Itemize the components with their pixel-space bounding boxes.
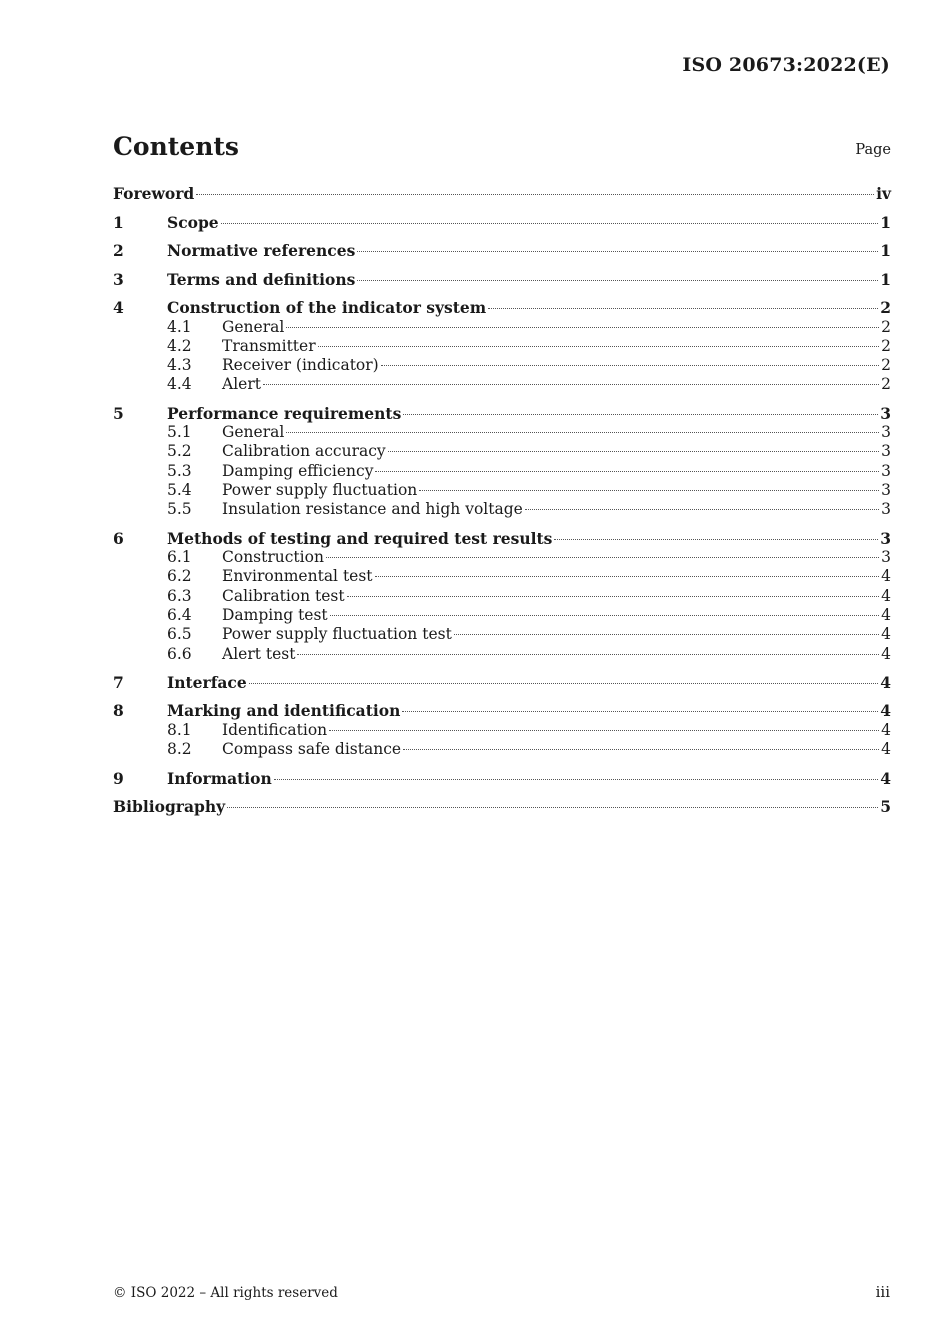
toc-entry-page: 3 bbox=[881, 423, 891, 442]
toc-entry-title: General bbox=[222, 317, 285, 336]
toc-entry-page: 4 bbox=[881, 567, 891, 586]
toc-entry-page: 1 bbox=[880, 212, 891, 232]
toc-entry-title: Power supply fluctuation bbox=[222, 481, 418, 500]
dot-leader bbox=[347, 596, 879, 597]
toc-entry-number: 8.2 bbox=[167, 740, 192, 759]
toc-entry-page: 3 bbox=[880, 528, 891, 548]
dot-leader bbox=[286, 432, 879, 433]
toc-entry-page: 2 bbox=[881, 375, 891, 394]
toc-group bbox=[113, 797, 891, 817]
toc-entry-page: 1 bbox=[880, 241, 891, 260]
toc-entry-number: 3 bbox=[113, 269, 124, 289]
toc-entry-title: Methods of testing and required test results bbox=[167, 528, 553, 548]
toc-entry-page: 2 bbox=[881, 356, 891, 375]
toc-entry-number: 5.2 bbox=[167, 442, 192, 461]
dot-leader bbox=[554, 539, 878, 540]
toc-subentry-5-5-insulation-resistance-and-high-voltage[interactable] bbox=[113, 500, 891, 519]
dot-leader bbox=[196, 194, 874, 195]
toc-subentry-6-5-power-supply-fluctuation-test[interactable] bbox=[113, 625, 891, 644]
toc-entry-title: Compass safe distance bbox=[222, 740, 402, 759]
toc-entry-title: Transmitter bbox=[222, 336, 316, 355]
toc-entry-page: 3 bbox=[880, 403, 891, 423]
toc-entry-9-information[interactable] bbox=[113, 769, 891, 789]
dot-leader bbox=[388, 451, 879, 452]
toc-entry-title: Environmental test bbox=[222, 567, 373, 586]
toc-entry-page: 4 bbox=[881, 644, 891, 663]
toc-subentry-5-4-power-supply-fluctuation[interactable] bbox=[113, 481, 891, 500]
toc-entry-title: General bbox=[222, 423, 285, 442]
dot-leader bbox=[375, 576, 879, 577]
toc-entry-4-construction-of-the-indicator-system[interactable] bbox=[113, 298, 891, 318]
toc-entry-title: Construction bbox=[222, 548, 324, 567]
toc-entry-page: 4 bbox=[881, 586, 891, 605]
toc-entry-title: Bibliography bbox=[113, 797, 226, 817]
toc-subentry-4-4-alert[interactable] bbox=[113, 375, 891, 394]
toc-entry-8-marking-and-identification[interactable] bbox=[113, 701, 891, 721]
dot-leader bbox=[488, 308, 878, 309]
toc-group bbox=[113, 184, 891, 204]
toc-entry-1-scope[interactable] bbox=[113, 213, 891, 233]
toc-entry-title: Calibration test bbox=[222, 586, 345, 605]
toc-entry-number: 4 bbox=[113, 298, 124, 317]
dot-leader bbox=[454, 634, 879, 635]
dot-leader bbox=[227, 807, 878, 808]
toc-group bbox=[113, 769, 891, 789]
toc-entry-2-normative-references[interactable] bbox=[113, 241, 891, 261]
toc-entry-page: 3 bbox=[881, 548, 891, 567]
dot-leader bbox=[329, 730, 879, 731]
toc-entry-number: 6.1 bbox=[167, 548, 192, 567]
toc-entry-number: 6.4 bbox=[167, 606, 192, 625]
dot-leader bbox=[381, 365, 879, 366]
dot-leader bbox=[402, 711, 878, 712]
toc-entry-5-performance-requirements[interactable] bbox=[113, 404, 891, 424]
dot-leader bbox=[274, 779, 878, 780]
toc-entry-page: 1 bbox=[880, 269, 891, 289]
contents-heading-row bbox=[113, 132, 891, 166]
toc-entry-title: Alert bbox=[222, 375, 261, 394]
toc-entry-page: 4 bbox=[881, 720, 891, 739]
toc-entry-number: 6.3 bbox=[167, 586, 192, 605]
toc-entry-title: Damping test bbox=[222, 606, 328, 625]
toc-entry-page: 2 bbox=[880, 298, 891, 317]
dot-leader bbox=[249, 683, 878, 684]
toc-entry-title: Scope bbox=[167, 212, 219, 232]
toc-entry-title: Performance requirements bbox=[167, 403, 402, 423]
toc-entry-3-terms-and-definitions[interactable] bbox=[113, 270, 891, 290]
dot-leader bbox=[375, 471, 879, 472]
toc-entry-page: 4 bbox=[880, 672, 891, 692]
toc-entry-number: 5 bbox=[113, 403, 124, 423]
dot-leader bbox=[263, 384, 879, 385]
toc-group bbox=[113, 270, 891, 290]
dot-leader bbox=[357, 251, 878, 252]
toc-subentry-6-2-environmental-test[interactable] bbox=[113, 567, 891, 586]
toc-entry-title: Information bbox=[167, 768, 272, 788]
toc-entry-page: 3 bbox=[881, 461, 891, 480]
toc-entry-foreword[interactable] bbox=[113, 184, 891, 204]
toc-subentry-6-4-damping-test[interactable] bbox=[113, 606, 891, 625]
toc-entry-number: 6.2 bbox=[167, 567, 192, 586]
dot-leader bbox=[419, 490, 879, 491]
toc-entry-title: Normative references bbox=[167, 241, 356, 260]
toc-group bbox=[113, 241, 891, 261]
toc-entry-number: 6.6 bbox=[167, 644, 192, 663]
toc-entry-number: 4.3 bbox=[167, 356, 192, 375]
toc-entry-title: Power supply fluctuation test bbox=[222, 625, 452, 644]
toc-subentry-4-1-general[interactable] bbox=[113, 318, 891, 337]
toc-entry-number: 6.5 bbox=[167, 625, 192, 644]
dot-leader bbox=[357, 280, 878, 281]
toc-entry-number: 2 bbox=[113, 241, 124, 260]
toc-entry-number: 8.1 bbox=[167, 720, 192, 739]
toc-subentry-5-2-calibration-accuracy[interactable] bbox=[113, 442, 891, 461]
toc-entry-number: 9 bbox=[113, 768, 124, 788]
toc-entry-number: 6 bbox=[113, 528, 124, 548]
toc-subentry-8-2-compass-safe-distance[interactable] bbox=[113, 740, 891, 759]
toc-entry-page: iv bbox=[876, 184, 891, 203]
dot-leader bbox=[525, 509, 879, 510]
dot-leader bbox=[403, 414, 878, 415]
table-of-contents bbox=[113, 184, 891, 826]
toc-entry-number: 4.2 bbox=[167, 336, 192, 355]
toc-entry-page: 4 bbox=[880, 768, 891, 788]
toc-group bbox=[113, 673, 891, 693]
toc-subentry-6-1-construction[interactable] bbox=[113, 548, 891, 567]
toc-entry-title: Receiver (indicator) bbox=[222, 356, 379, 375]
toc-entry-7-interface[interactable] bbox=[113, 673, 891, 693]
toc-entry-number: 1 bbox=[113, 212, 124, 232]
dot-leader bbox=[403, 749, 879, 750]
toc-entry-number: 5.3 bbox=[167, 461, 192, 480]
toc-entry-title: Damping efficiency bbox=[222, 461, 374, 480]
toc-entry-page: 3 bbox=[881, 500, 891, 519]
toc-entry-title: Foreword bbox=[113, 184, 195, 203]
toc-entry-page: 4 bbox=[881, 606, 891, 625]
toc-subentry-4-2-transmitter[interactable] bbox=[113, 337, 891, 356]
dot-leader bbox=[221, 223, 879, 224]
dot-leader bbox=[297, 654, 879, 655]
copyright-notice: © ISO 2022 – All rights reserved bbox=[113, 1285, 338, 1301]
toc-entry-page: 2 bbox=[881, 336, 891, 355]
toc-entry-page: 5 bbox=[880, 797, 891, 817]
toc-group bbox=[113, 404, 891, 520]
dot-leader bbox=[330, 615, 879, 616]
toc-entry-title: Alert test bbox=[222, 644, 296, 663]
toc-entry-page: 2 bbox=[881, 317, 891, 336]
toc-entry-page: 4 bbox=[881, 625, 891, 644]
page-number: iii bbox=[875, 1283, 890, 1301]
toc-subentry-4-3-receiver-indicator[interactable] bbox=[113, 356, 891, 375]
toc-group bbox=[113, 529, 891, 664]
toc-group bbox=[113, 298, 891, 395]
toc-group bbox=[113, 701, 891, 759]
toc-entry-page: 4 bbox=[880, 701, 891, 721]
toc-entry-bibliography[interactable] bbox=[113, 797, 891, 817]
toc-entry-number: 4.1 bbox=[167, 317, 192, 336]
dot-leader bbox=[326, 557, 879, 558]
dot-leader bbox=[318, 346, 879, 347]
toc-entry-number: 7 bbox=[113, 672, 124, 692]
page-column-label: Page bbox=[855, 142, 891, 158]
toc-entry-title: Calibration accuracy bbox=[222, 442, 386, 461]
toc-entry-page: 3 bbox=[881, 481, 891, 500]
toc-subentry-8-1-identification[interactable] bbox=[113, 721, 891, 740]
toc-entry-page: 4 bbox=[881, 740, 891, 759]
toc-entry-title: Insulation resistance and high voltage bbox=[222, 500, 523, 519]
toc-entry-number: 5.4 bbox=[167, 481, 192, 500]
toc-subentry-6-6-alert-test[interactable] bbox=[113, 645, 891, 664]
document-identifier: ISO 20673:2022(E) bbox=[682, 54, 890, 76]
toc-entry-number: 8 bbox=[113, 701, 124, 721]
toc-entry-title: Identification bbox=[222, 720, 328, 739]
toc-entry-title: Interface bbox=[167, 672, 247, 692]
toc-entry-title: Construction of the indicator system bbox=[167, 298, 487, 317]
toc-subentry-6-3-calibration-test[interactable] bbox=[113, 587, 891, 606]
contents-title: Contents bbox=[113, 132, 240, 161]
toc-entry-title: Terms and definitions bbox=[167, 269, 356, 289]
toc-entry-number: 5.1 bbox=[167, 423, 192, 442]
toc-entry-6-methods-of-testing-and-required-test-results[interactable] bbox=[113, 529, 891, 549]
toc-entry-page: 3 bbox=[881, 442, 891, 461]
toc-group bbox=[113, 213, 891, 233]
toc-entry-number: 5.5 bbox=[167, 500, 192, 519]
toc-subentry-5-3-damping-efficiency[interactable] bbox=[113, 462, 891, 481]
toc-subentry-5-1-general[interactable] bbox=[113, 423, 891, 442]
toc-entry-title: Marking and identification bbox=[167, 701, 401, 721]
toc-entry-number: 4.4 bbox=[167, 375, 192, 394]
dot-leader bbox=[286, 327, 879, 328]
